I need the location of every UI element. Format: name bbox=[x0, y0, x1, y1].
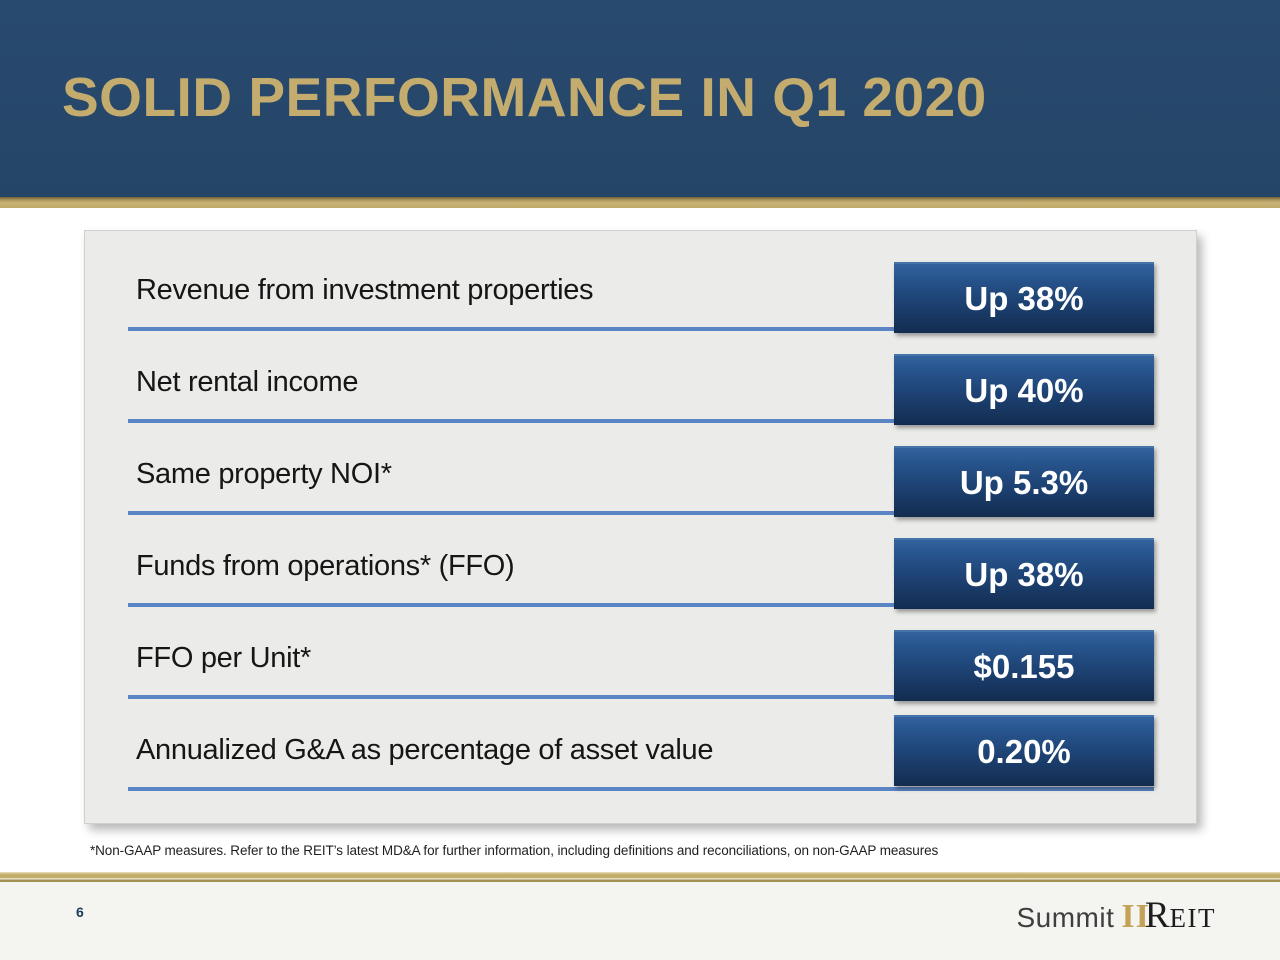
metric-value-badge: Up 40% bbox=[894, 354, 1154, 425]
metric-row-ga-percentage bbox=[85, 699, 1196, 791]
page-number: 6 bbox=[76, 904, 84, 920]
logo-roman-numeral: II bbox=[1121, 898, 1150, 935]
metrics-rows bbox=[85, 239, 1196, 791]
metric-value-badge: Up 38% bbox=[894, 538, 1154, 609]
metric-value-badge: Up 38% bbox=[894, 262, 1154, 333]
metric-label: Revenue from investment properties bbox=[136, 274, 594, 306]
row-underline bbox=[128, 787, 1154, 791]
header-gold-divider bbox=[0, 197, 1280, 208]
metric-label: Annualized G&A as percentage of asset value bbox=[136, 734, 714, 766]
metric-label: FFO per Unit* bbox=[136, 642, 311, 674]
metric-value-badge: 0.20% bbox=[894, 715, 1154, 786]
logo-reit-r: R bbox=[1144, 895, 1170, 936]
slide-footer bbox=[0, 882, 1280, 960]
metric-label: Funds from operations* (FFO) bbox=[136, 550, 515, 582]
slide-title: SOLID PERFORMANCE IN Q1 2020 bbox=[62, 66, 987, 128]
metric-row-revenue bbox=[85, 239, 1196, 331]
metric-value-badge: Up 5.3% bbox=[894, 446, 1154, 517]
metric-label: Same property NOI* bbox=[136, 458, 392, 490]
summit-reit-logo bbox=[1016, 894, 1216, 937]
metric-row-same-property-noi bbox=[85, 423, 1196, 515]
metrics-panel bbox=[84, 230, 1197, 824]
metric-row-ffo-per-unit bbox=[85, 607, 1196, 699]
logo-reit-eit: EIT bbox=[1169, 903, 1216, 933]
slide-header bbox=[0, 0, 1280, 197]
logo-summit-text: Summit bbox=[1016, 902, 1115, 933]
metric-row-net-rental bbox=[85, 331, 1196, 423]
non-gaap-footnote: *Non-GAAP measures. Refer to the REIT’s latest MD&A for further information, including definitions and reconciliations, on non-GAAP measures bbox=[90, 843, 939, 858]
metric-label: Net rental income bbox=[136, 366, 359, 398]
footer-gold-divider bbox=[0, 872, 1280, 882]
metric-row-ffo bbox=[85, 515, 1196, 607]
metric-value-badge: $0.155 bbox=[894, 630, 1154, 701]
